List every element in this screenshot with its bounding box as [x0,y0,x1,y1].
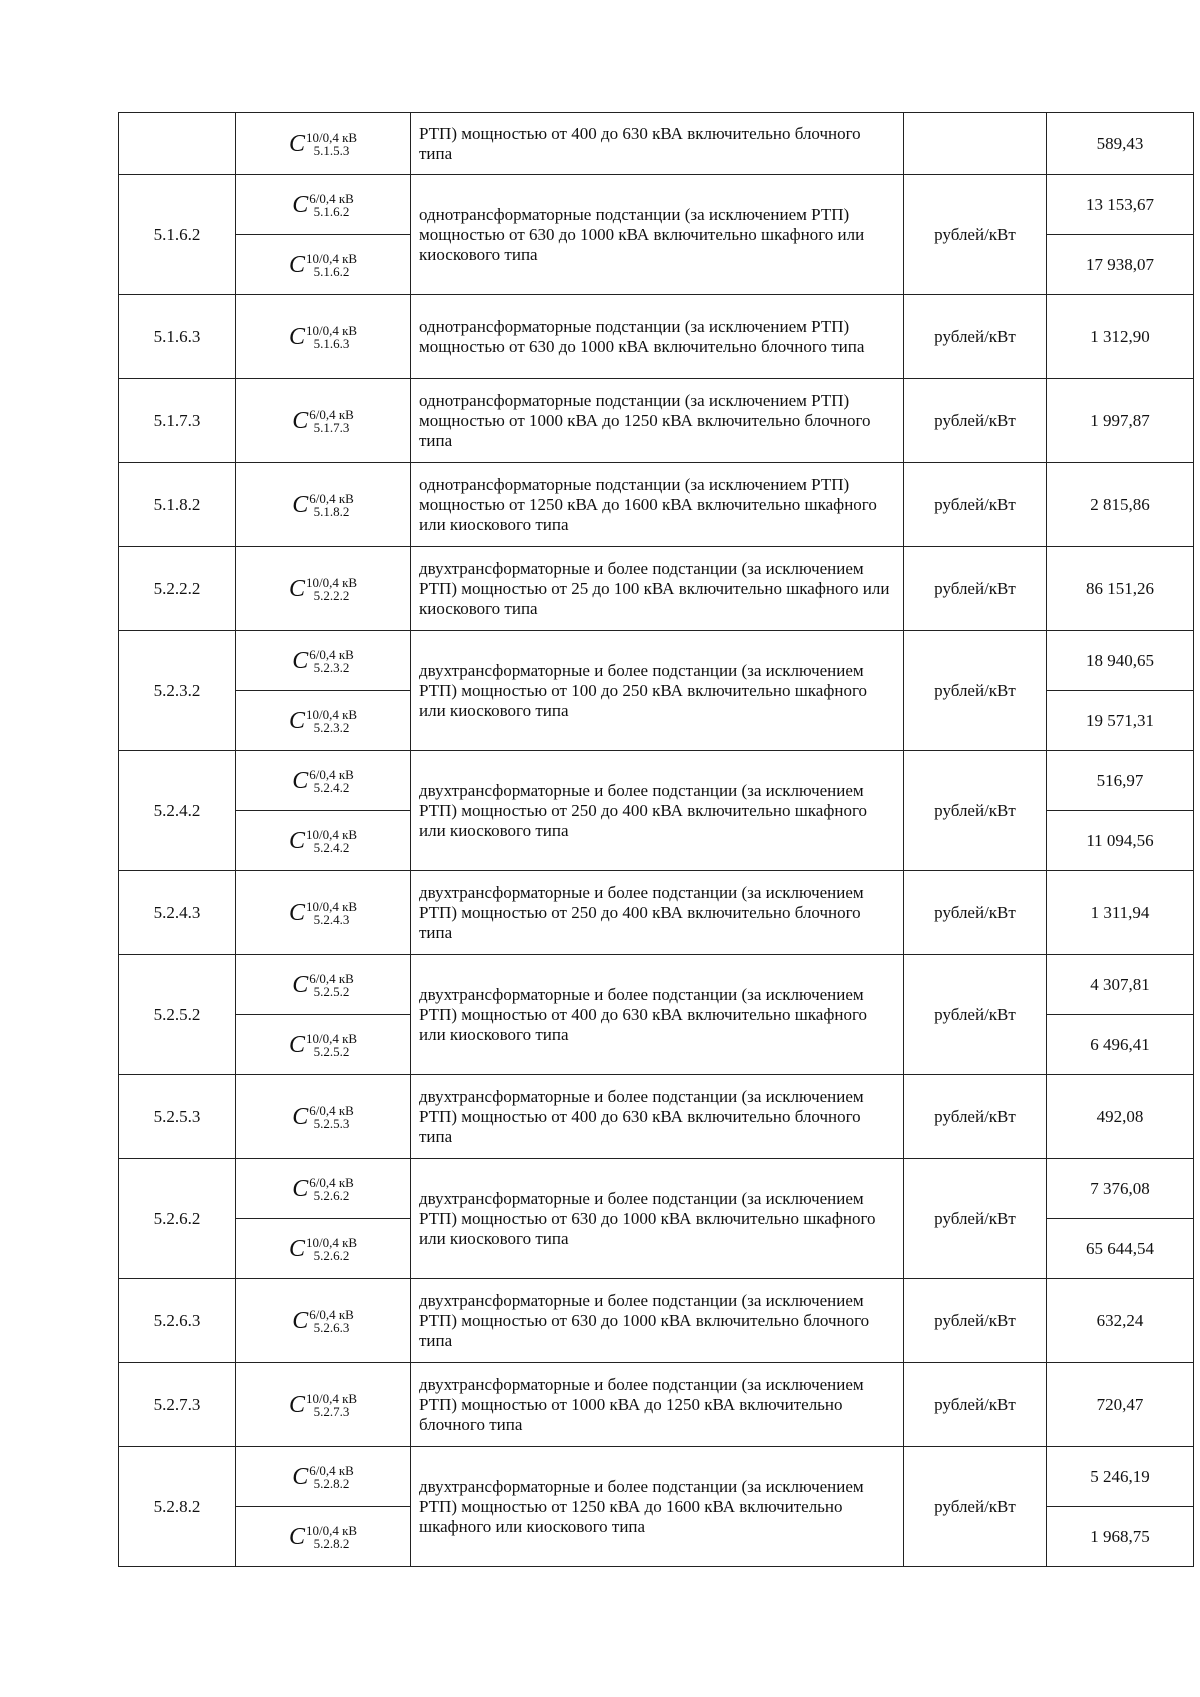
formula-subscript: 5.1.8.2 [313,503,350,519]
formula-superscript: 10/0,4 кВ [305,898,358,914]
formula-scripts [306,1392,357,1418]
row-description: двухтрансформаторные и более подстанции (за исключением РТП) мощностью от 1250 кВА до 1600 кВА включительно шкафного или киоскового типа [411,1447,904,1567]
rate-value: 492,08 [1047,1075,1194,1159]
formula-letter: C [288,575,305,602]
formula-subscript: 5.2.4.3 [313,911,350,927]
formula-superscript: 6/0,4 кВ [309,766,354,782]
formula-subscript: 5.2.4.2 [313,779,350,795]
rate-symbol [236,811,411,871]
formula-scripts [306,1524,357,1550]
formula-letter: C [292,1103,309,1130]
table-row [119,175,1194,235]
rate-value: 516,97 [1047,751,1194,811]
row-description: РТП) мощностью от 400 до 630 кВА включительно блочного типа [411,113,904,175]
formula-subscript: 5.2.2.2 [313,587,350,603]
formula-subscript: 5.2.5.3 [313,1115,350,1131]
formula-letter: C [288,707,305,734]
row-description: двухтрансформаторные и более подстанции (за исключением РТП) мощностью от 250 до 400 кВА включительно блочного типа [411,871,904,955]
table-row [119,1279,1194,1363]
formula-superscript: 10/0,4 кВ [305,1390,358,1406]
row-code: 5.2.6.2 [119,1159,236,1279]
rate-symbol [236,379,411,463]
row-description: двухтрансформаторные и более подстанции (за исключением РТП) мощностью от 400 до 630 кВА включительно шкафного или киоскового типа [411,955,904,1075]
row-unit: рублей/кВт [904,631,1047,751]
row-code: 5.1.7.3 [119,379,236,463]
formula [292,648,354,674]
rate-symbol [236,1279,411,1363]
formula-scripts [306,708,357,734]
rate-symbol [236,1219,411,1279]
formula-scripts [309,768,354,794]
table-row [119,547,1194,631]
row-code: 5.2.3.2 [119,631,236,751]
formula-letter: C [288,1031,305,1058]
formula-scripts [309,1176,354,1202]
formula [289,576,357,602]
row-description: двухтрансформаторные и более подстанции (за исключением РТП) мощностью от 400 до 630 кВА включительно блочного типа [411,1075,904,1159]
formula [289,1392,357,1418]
formula-subscript: 5.2.8.2 [313,1475,350,1491]
formula-superscript: 6/0,4 кВ [309,190,354,206]
formula-subscript: 5.2.6.2 [313,1187,350,1203]
formula-subscript: 5.2.3.2 [313,719,350,735]
rate-symbol [236,113,411,175]
formula-scripts [309,1308,354,1334]
row-unit: рублей/кВт [904,463,1047,547]
row-description: однотрансформаторные подстанции (за исключением РТП) мощностью от 1000 кВА до 1250 кВА включительно блочного типа [411,379,904,463]
row-description: двухтрансформаторные и более подстанции (за исключением РТП) мощностью от 25 до 100 кВА включительно шкафного или киоскового типа [411,547,904,631]
row-code: 5.2.4.3 [119,871,236,955]
table-row [119,1075,1194,1159]
row-description: двухтрансформаторные и более подстанции (за исключением РТП) мощностью от 630 до 1000 кВА включительно блочного типа [411,1279,904,1363]
formula [292,1308,354,1334]
formula-superscript: 6/0,4 кВ [309,1462,354,1478]
rate-value: 632,24 [1047,1279,1194,1363]
formula [292,1464,354,1490]
table-row [119,955,1194,1015]
table-row [119,631,1194,691]
rate-value: 7 376,08 [1047,1159,1194,1219]
formula-letter: C [288,1391,305,1418]
formula-scripts [309,192,354,218]
rate-value: 18 940,65 [1047,631,1194,691]
rate-symbol [236,1159,411,1219]
rate-value: 65 644,54 [1047,1219,1194,1279]
row-code: 5.1.6.2 [119,175,236,295]
rate-value: 17 938,07 [1047,235,1194,295]
formula [292,972,354,998]
row-code: 5.2.2.2 [119,547,236,631]
row-unit: рублей/кВт [904,1159,1047,1279]
rate-symbol [236,691,411,751]
row-description: двухтрансформаторные и более подстанции (за исключением РТП) мощностью от 630 до 1000 кВА включительно шкафного или киоскового типа [411,1159,904,1279]
rate-symbol [236,175,411,235]
row-unit [904,113,1047,175]
rate-value: 1 312,90 [1047,295,1194,379]
rate-value: 720,47 [1047,1363,1194,1447]
formula-superscript: 6/0,4 кВ [309,646,354,662]
table-row [119,1159,1194,1219]
row-unit: рублей/кВт [904,379,1047,463]
formula-letter: C [292,1175,309,1202]
table-row [119,1447,1194,1507]
formula [292,408,354,434]
formula-superscript: 10/0,4 кВ [305,706,358,722]
formula-letter: C [292,407,309,434]
table-row [119,113,1194,175]
formula-superscript: 10/0,4 кВ [305,129,358,145]
row-unit: рублей/кВт [904,871,1047,955]
row-code: 5.2.4.2 [119,751,236,871]
rate-value: 5 246,19 [1047,1447,1194,1507]
rate-symbol [236,871,411,955]
formula-scripts [309,408,354,434]
formula-subscript: 5.1.6.3 [313,335,350,351]
formula-superscript: 6/0,4 кВ [309,490,354,506]
formula [289,252,357,278]
formula-letter: C [292,647,309,674]
row-code: 5.2.6.3 [119,1279,236,1363]
formula-scripts [309,1104,354,1130]
rate-table-body [119,113,1194,1567]
formula-superscript: 6/0,4 кВ [309,406,354,422]
formula-subscript: 5.1.6.2 [313,203,350,219]
table-row [119,1363,1194,1447]
table-row [119,295,1194,379]
formula-letter: C [292,767,309,794]
row-code: 5.2.5.3 [119,1075,236,1159]
formula-superscript: 6/0,4 кВ [309,1174,354,1190]
row-code: 5.2.7.3 [119,1363,236,1447]
formula-scripts [306,1032,357,1058]
formula-subscript: 5.2.8.2 [313,1535,350,1551]
formula [289,1032,357,1058]
rate-symbol [236,235,411,295]
rate-value: 1 311,94 [1047,871,1194,955]
formula-letter: C [292,191,309,218]
formula [292,1104,354,1130]
row-unit: рублей/кВт [904,547,1047,631]
formula-superscript: 6/0,4 кВ [309,970,354,986]
table-row [119,751,1194,811]
table-row [119,379,1194,463]
row-unit: рублей/кВт [904,1279,1047,1363]
row-description: двухтрансформаторные и более подстанции (за исключением РТП) мощностью от 1000 кВА до 1250 кВА включительно блочного типа [411,1363,904,1447]
formula [289,1524,357,1550]
rate-value: 13 153,67 [1047,175,1194,235]
formula-subscript: 5.1.6.2 [313,263,350,279]
row-unit: рублей/кВт [904,751,1047,871]
formula-scripts [309,648,354,674]
formula-letter: C [288,130,305,157]
rate-value: 4 307,81 [1047,955,1194,1015]
formula [289,828,357,854]
formula-letter: C [288,827,305,854]
formula-letter: C [288,1523,305,1550]
row-description: двухтрансформаторные и более подстанции (за исключением РТП) мощностью от 100 до 250 кВА включительно шкафного или киоскового типа [411,631,904,751]
formula-superscript: 6/0,4 кВ [309,1306,354,1322]
rate-value: 2 815,86 [1047,463,1194,547]
rate-symbol [236,1447,411,1507]
formula [292,192,354,218]
formula-superscript: 10/0,4 кВ [305,574,358,590]
row-unit: рублей/кВт [904,1363,1047,1447]
formula-scripts [306,131,357,157]
row-code: 5.1.8.2 [119,463,236,547]
row-unit: рублей/кВт [904,955,1047,1075]
rate-value: 19 571,31 [1047,691,1194,751]
formula-scripts [306,324,357,350]
formula-scripts [309,1464,354,1490]
formula-letter: C [288,323,305,350]
row-code: 5.2.5.2 [119,955,236,1075]
rate-table [118,112,1194,1567]
rate-symbol [236,547,411,631]
row-code [119,113,236,175]
formula-subscript: 5.2.6.2 [313,1247,350,1263]
formula-letter: C [292,491,309,518]
formula-superscript: 10/0,4 кВ [305,1522,358,1538]
formula-subscript: 5.2.4.2 [313,839,350,855]
formula [289,900,357,926]
formula-scripts [306,828,357,854]
formula [292,1176,354,1202]
formula-superscript: 10/0,4 кВ [305,1030,358,1046]
formula-letter: C [288,1235,305,1262]
table-row [119,871,1194,955]
row-description: двухтрансформаторные и более подстанции (за исключением РТП) мощностью от 250 до 400 кВА включительно шкафного или киоскового типа [411,751,904,871]
rate-symbol [236,295,411,379]
rate-value: 86 151,26 [1047,547,1194,631]
formula-scripts [306,252,357,278]
rate-symbol [236,631,411,691]
formula-scripts [309,492,354,518]
formula-superscript: 10/0,4 кВ [305,322,358,338]
row-description: однотрансформаторные подстанции (за исключением РТП) мощностью от 1250 кВА до 1600 кВА включительно шкафного или киоскового типа [411,463,904,547]
formula-subscript: 5.2.5.2 [313,1043,350,1059]
row-description: однотрансформаторные подстанции (за исключением РТП) мощностью от 630 до 1000 кВА включительно блочного типа [411,295,904,379]
formula-subscript: 5.2.5.2 [313,983,350,999]
formula-letter: C [292,971,309,998]
formula [289,1236,357,1262]
row-unit: рублей/кВт [904,175,1047,295]
formula-subscript: 5.1.7.3 [313,419,350,435]
formula-scripts [306,900,357,926]
formula-superscript: 10/0,4 кВ [305,250,358,266]
row-unit: рублей/кВт [904,1447,1047,1567]
formula-superscript: 10/0,4 кВ [305,826,358,842]
formula [289,324,357,350]
formula-letter: C [292,1307,309,1334]
rate-symbol [236,1363,411,1447]
rate-symbol [236,955,411,1015]
formula [292,492,354,518]
formula-letter: C [292,1463,309,1490]
formula-letter: C [288,899,305,926]
row-unit: рублей/кВт [904,295,1047,379]
rate-symbol [236,751,411,811]
rate-symbol [236,463,411,547]
formula-subscript: 5.1.5.3 [313,142,350,158]
formula-scripts [309,972,354,998]
formula-superscript: 6/0,4 кВ [309,1102,354,1118]
formula-subscript: 5.2.6.3 [313,1319,350,1335]
formula [292,768,354,794]
formula-subscript: 5.2.7.3 [313,1403,350,1419]
table-row [119,463,1194,547]
formula-scripts [306,1236,357,1262]
row-code: 5.2.8.2 [119,1447,236,1567]
row-description: однотрансформаторные подстанции (за исключением РТП) мощностью от 630 до 1000 кВА включительно шкафного или киоскового типа [411,175,904,295]
row-code: 5.1.6.3 [119,295,236,379]
rate-value: 1 997,87 [1047,379,1194,463]
rate-symbol [236,1507,411,1567]
formula [289,708,357,734]
row-unit: рублей/кВт [904,1075,1047,1159]
rate-value: 589,43 [1047,113,1194,175]
formula [289,131,357,157]
formula-scripts [306,576,357,602]
rate-value: 11 094,56 [1047,811,1194,871]
formula-superscript: 10/0,4 кВ [305,1234,358,1250]
formula-letter: C [288,251,305,278]
formula-subscript: 5.2.3.2 [313,659,350,675]
rate-symbol [236,1015,411,1075]
rate-value: 6 496,41 [1047,1015,1194,1075]
rate-value: 1 968,75 [1047,1507,1194,1567]
rate-symbol [236,1075,411,1159]
